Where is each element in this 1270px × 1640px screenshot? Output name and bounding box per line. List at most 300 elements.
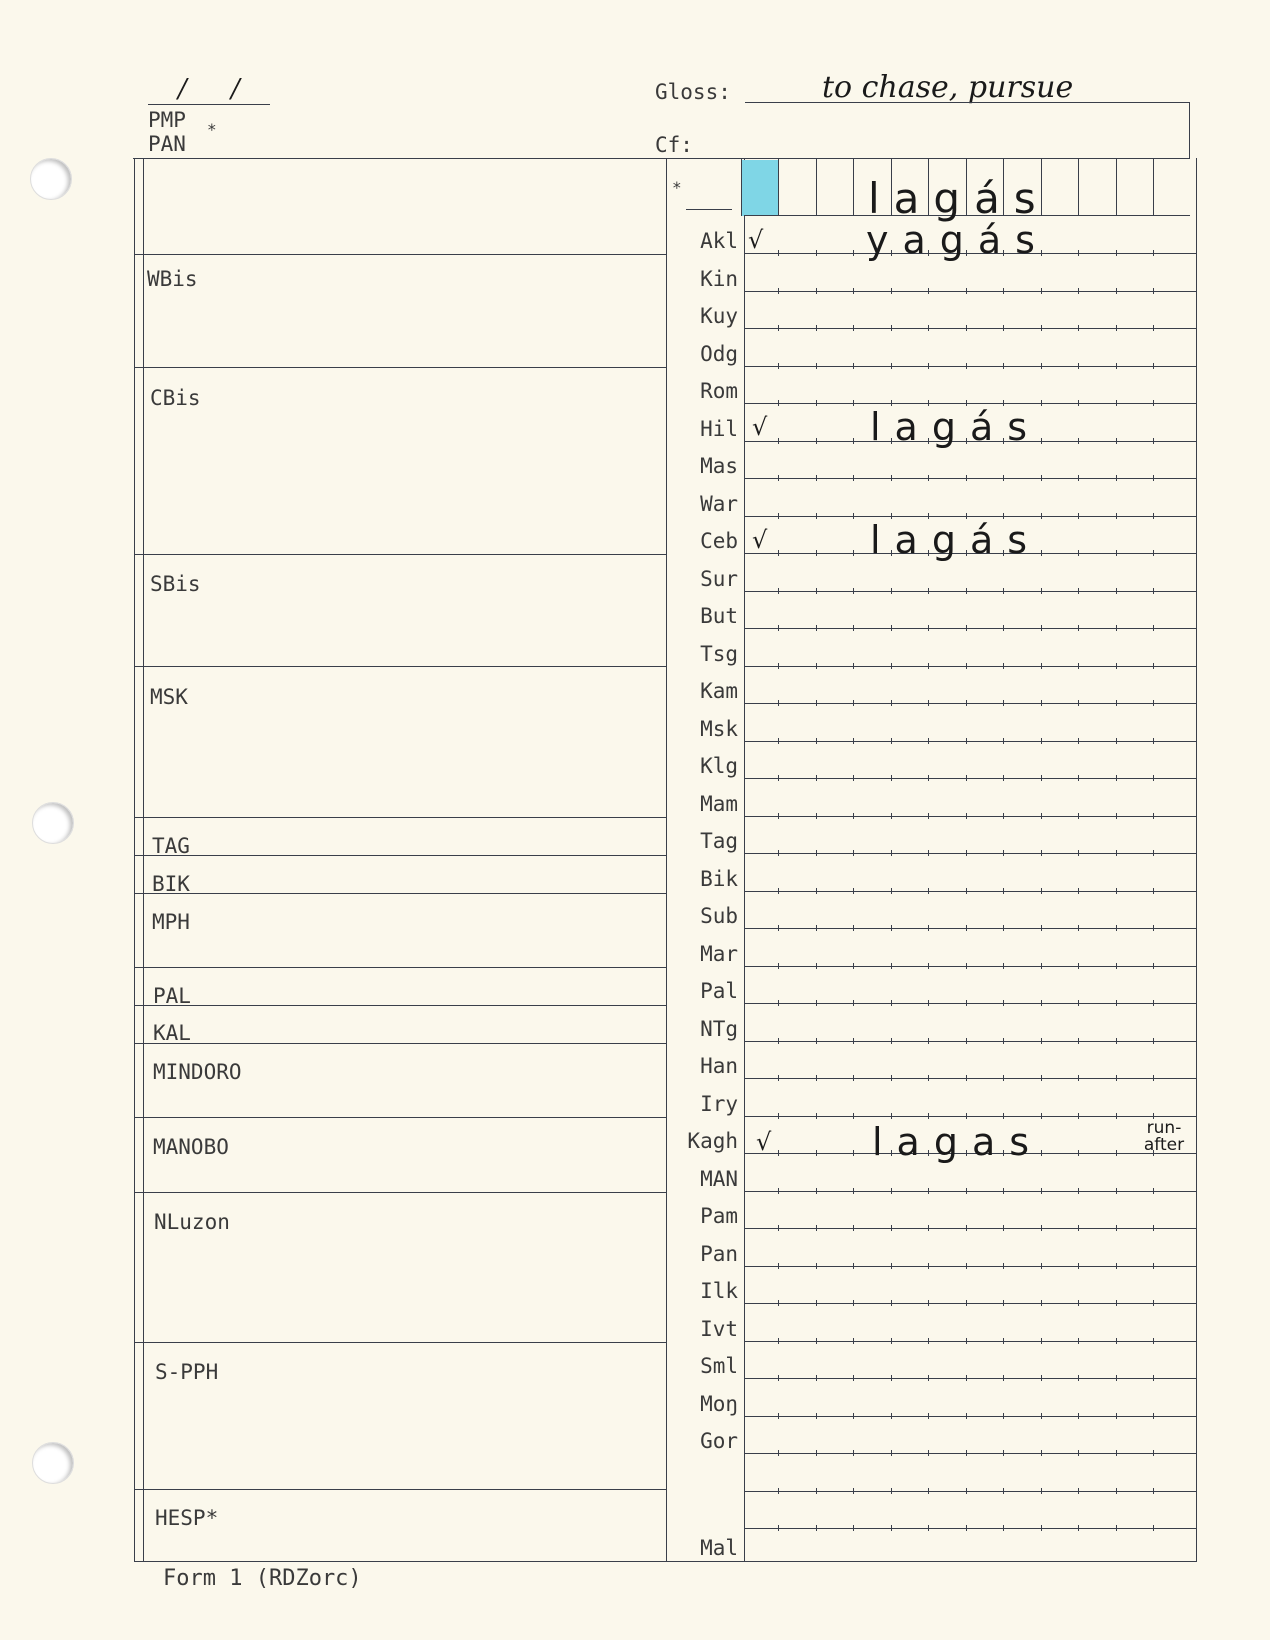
entry-tick [1041, 888, 1042, 894]
entry-tick [1153, 363, 1154, 369]
entry-tick [1153, 1375, 1154, 1381]
entry-tick [1116, 288, 1117, 294]
language-label: Ceb [700, 529, 738, 553]
divider-language-column [744, 158, 745, 1562]
entry-tick [891, 1413, 892, 1419]
entry-tick [853, 1000, 854, 1006]
entry-tick [1078, 588, 1079, 594]
hil-check: √ [752, 413, 768, 441]
entry-ruled-line [744, 1266, 1196, 1267]
entry-tick [816, 513, 817, 519]
entry-tick [1153, 588, 1154, 594]
entry-tick [778, 588, 779, 594]
entry-tick [816, 1413, 817, 1419]
entry-tick [853, 1150, 854, 1156]
entry-tick [816, 925, 817, 931]
entry-ruled-line [744, 1078, 1196, 1079]
entry-tick [928, 1000, 929, 1006]
entry-ruled-line [744, 703, 1196, 704]
entry-tick [816, 625, 817, 631]
entry-ruled-line [744, 516, 1196, 517]
entry-tick [778, 1075, 779, 1081]
region-sep [134, 554, 667, 555]
entry-tick [1116, 963, 1117, 969]
region-label-manobo: MANOBO [153, 1135, 229, 1159]
entry-tick [1003, 588, 1004, 594]
divider-left-column [666, 158, 667, 1562]
entry-tick [1153, 1450, 1154, 1456]
entry-tick [1041, 963, 1042, 969]
entry-ruled-line [744, 666, 1196, 667]
entry-tick [1078, 1488, 1079, 1494]
language-label: Pal [700, 979, 738, 1003]
entry-tick [1116, 700, 1117, 706]
entry-tick [928, 1375, 929, 1381]
region-sep [134, 1043, 667, 1044]
entry-tick [1116, 1300, 1117, 1306]
entry-tick [1116, 1525, 1117, 1531]
entry-tick [1153, 513, 1154, 519]
entry-tick [853, 925, 854, 931]
entry-tick [1153, 550, 1154, 556]
region-label-kal: KAL [153, 1021, 191, 1045]
entry-tick [778, 738, 779, 744]
entry-tick [778, 1488, 779, 1494]
entry-tick [891, 775, 892, 781]
entry-tick [816, 1450, 817, 1456]
entry-tick [966, 1525, 967, 1531]
entry-tick [853, 700, 854, 706]
entry-tick [853, 1263, 854, 1269]
entry-tick [1078, 325, 1079, 331]
entry-tick [1003, 1188, 1004, 1194]
entry-tick [778, 1150, 779, 1156]
entry-tick [1116, 1263, 1117, 1269]
entry-tick [1078, 1338, 1079, 1344]
entry-tick [928, 1188, 929, 1194]
region-sep [134, 1489, 667, 1490]
entry-tick [853, 1075, 854, 1081]
entry-tick [928, 663, 929, 669]
region-sep [134, 367, 667, 368]
entry-tick [1078, 1375, 1079, 1381]
entry-tick [778, 1450, 779, 1456]
entry-tick [778, 813, 779, 819]
entry-tick [816, 550, 817, 556]
entry-tick [966, 1000, 967, 1006]
region-label-s-pph: S-PPH [155, 1360, 219, 1384]
akl-form: yagás [866, 218, 1049, 262]
entry-tick [1116, 738, 1117, 744]
entry-tick [853, 738, 854, 744]
entry-tick [816, 1338, 817, 1344]
entry-tick [1003, 1375, 1004, 1381]
entry-tick [966, 1188, 967, 1194]
entry-tick [778, 700, 779, 706]
entry-tick [778, 963, 779, 969]
entry-tick [1003, 1300, 1004, 1306]
reconstruction-cell-divider [778, 158, 779, 216]
entry-tick [928, 813, 929, 819]
entry-tick [816, 1000, 817, 1006]
entry-tick [816, 1113, 817, 1119]
entry-tick [853, 1300, 854, 1306]
language-label: But [700, 604, 738, 628]
language-label: Akl [700, 229, 738, 253]
entry-tick [1041, 625, 1042, 631]
entry-tick [1041, 438, 1042, 444]
language-label: Rom [700, 379, 738, 403]
entry-tick [1116, 1113, 1117, 1119]
entry-tick [891, 813, 892, 819]
frame-left-outer [134, 158, 135, 1562]
entry-tick [928, 1263, 929, 1269]
entry-tick [1078, 813, 1079, 819]
region-label-hesp: HESP* [155, 1506, 219, 1530]
language-label: Tsg [700, 641, 738, 666]
gloss-underline [745, 102, 1190, 103]
entry-tick [1116, 1150, 1117, 1156]
entry-tick [816, 963, 817, 969]
language-label: Gor [700, 1429, 738, 1453]
entry-tick [1153, 1338, 1154, 1344]
entry-tick [1153, 888, 1154, 894]
entry-tick [853, 1338, 854, 1344]
entry-tick [1003, 1450, 1004, 1456]
language-label: MAN [700, 1166, 738, 1191]
entry-tick [891, 1450, 892, 1456]
language-label: Iry [700, 1091, 738, 1116]
entry-tick [1078, 250, 1079, 256]
language-label: Sml [700, 1354, 738, 1378]
entry-tick [778, 1113, 779, 1119]
language-label: Tag [700, 829, 738, 853]
entry-tick [1078, 400, 1079, 406]
entry-tick [853, 1413, 854, 1419]
region-sep [134, 893, 667, 894]
entry-ruled-line [744, 853, 1196, 854]
entry-ruled-line [744, 1416, 1196, 1417]
language-label: Hil [700, 416, 738, 441]
entry-tick [1078, 963, 1079, 969]
entry-ruled-line [744, 1116, 1196, 1117]
entry-tick [891, 1300, 892, 1306]
entry-tick [891, 1263, 892, 1269]
entry-tick [891, 1113, 892, 1119]
entry-tick [1078, 738, 1079, 744]
entry-tick [1041, 925, 1042, 931]
entry-tick [1116, 1075, 1117, 1081]
entry-tick [1153, 850, 1154, 856]
entry-tick [1078, 700, 1079, 706]
entry-tick [778, 625, 779, 631]
entry-ruled-line [744, 1528, 1196, 1529]
gloss-value: to chase, pursue [822, 70, 1074, 105]
entry-tick [816, 1525, 817, 1531]
entry-ruled-line [744, 1003, 1196, 1004]
entry-ruled-line [744, 478, 1196, 479]
entry-tick [1003, 1113, 1004, 1119]
entry-tick [1078, 363, 1079, 369]
entry-tick [1003, 1525, 1004, 1531]
language-label: Kam [700, 679, 738, 703]
entry-tick [1003, 888, 1004, 894]
entry-tick [1003, 475, 1004, 481]
entry-tick [853, 400, 854, 406]
entry-tick [891, 588, 892, 594]
region-label-cbis: CBis [150, 386, 201, 410]
region-sep [134, 1342, 667, 1343]
entry-tick [1153, 1038, 1154, 1044]
entry-tick [853, 288, 854, 294]
entry-tick [1078, 1038, 1079, 1044]
entry-tick [853, 1225, 854, 1231]
entry-tick [1041, 513, 1042, 519]
entry-tick [1041, 1525, 1042, 1531]
entry-tick [966, 363, 967, 369]
entry-tick [928, 288, 929, 294]
reconstruction-form: lagás [868, 174, 1050, 223]
entry-tick [853, 888, 854, 894]
language-label: Han [700, 1054, 738, 1078]
entry-tick [816, 888, 817, 894]
entry-tick [1078, 1000, 1079, 1006]
region-sep [134, 855, 667, 856]
entry-tick [891, 850, 892, 856]
region-sep [134, 817, 667, 818]
entry-tick [816, 1075, 817, 1081]
entry-tick [853, 438, 854, 444]
entry-tick [1003, 813, 1004, 819]
entry-tick [1153, 475, 1154, 481]
entry-tick [853, 1525, 854, 1531]
entry-tick [966, 963, 967, 969]
region-sep [134, 1117, 667, 1118]
entry-tick [1153, 625, 1154, 631]
entry-tick [966, 1075, 967, 1081]
entry-tick [778, 363, 779, 369]
region-label-sbis: SBis [150, 572, 201, 596]
entry-tick [778, 1525, 779, 1531]
entry-tick [966, 738, 967, 744]
entry-tick [778, 325, 779, 331]
entry-tick [1153, 438, 1154, 444]
entry-tick [966, 1338, 967, 1344]
entry-tick [778, 1000, 779, 1006]
entry-tick [966, 850, 967, 856]
pan-label: PAN [148, 132, 186, 156]
language-label: Kagh [687, 1129, 738, 1153]
language-label: Ilk [700, 1279, 738, 1303]
entry-tick [966, 1488, 967, 1494]
entry-tick [853, 588, 854, 594]
entry-tick [966, 775, 967, 781]
entry-tick [928, 1113, 929, 1119]
entry-tick [1116, 363, 1117, 369]
entry-tick [1153, 925, 1154, 931]
entry-tick [816, 400, 817, 406]
entry-tick [1116, 663, 1117, 669]
entry-tick [1116, 1488, 1117, 1494]
reconstruction-blank [686, 209, 732, 210]
entry-ruled-line [744, 1378, 1196, 1379]
entry-tick [891, 963, 892, 969]
entry-tick [1078, 438, 1079, 444]
entry-tick [1041, 1188, 1042, 1194]
language-label: Pan [700, 1241, 738, 1266]
entry-tick [966, 1225, 967, 1231]
entry-ruled-line [744, 1491, 1196, 1492]
entry-tick [853, 1450, 854, 1456]
entry-ruled-line [744, 1191, 1196, 1192]
entry-tick [1041, 325, 1042, 331]
entry-tick [928, 738, 929, 744]
entry-tick [1041, 738, 1042, 744]
entry-tick [778, 1188, 779, 1194]
entry-tick [928, 888, 929, 894]
entry-tick [928, 1300, 929, 1306]
entry-ruled-line [744, 628, 1196, 629]
kagh-form: lagas [872, 1120, 1044, 1164]
entry-tick [816, 1188, 817, 1194]
entry-tick [1078, 775, 1079, 781]
entry-tick [853, 1488, 854, 1494]
entry-tick [928, 1075, 929, 1081]
entry-tick [1116, 1450, 1117, 1456]
language-label: Bik [700, 866, 738, 891]
gloss-label: Gloss: [655, 80, 731, 104]
entry-ruled-line [744, 366, 1196, 367]
entry-tick [928, 1450, 929, 1456]
entry-tick [1116, 925, 1117, 931]
region-sep [134, 967, 667, 968]
entry-tick [816, 1375, 817, 1381]
entry-tick [1078, 1075, 1079, 1081]
entry-tick [1116, 625, 1117, 631]
language-label: Msk [700, 716, 738, 741]
entry-tick [1003, 1075, 1004, 1081]
entry-tick [1003, 1413, 1004, 1419]
entry-tick [1153, 250, 1154, 256]
entry-tick [1041, 850, 1042, 856]
entry-tick [1078, 1150, 1079, 1156]
entry-tick [891, 663, 892, 669]
entry-tick [891, 888, 892, 894]
entry-tick [853, 550, 854, 556]
entry-tick [1003, 625, 1004, 631]
entry-tick [966, 1038, 967, 1044]
entry-tick [853, 663, 854, 669]
entry-tick [966, 813, 967, 819]
entry-tick [853, 1375, 854, 1381]
entry-tick [1116, 1038, 1117, 1044]
entry-tick [891, 1488, 892, 1494]
language-label: Mal [700, 1536, 738, 1560]
entry-tick [853, 475, 854, 481]
entry-tick [1116, 888, 1117, 894]
entry-tick [1041, 288, 1042, 294]
entry-ruled-line [744, 778, 1196, 779]
region-sep [134, 254, 667, 255]
region-label-nluzon: NLuzon [154, 1210, 230, 1234]
language-label: Mas [700, 454, 738, 478]
entry-tick [891, 925, 892, 931]
entry-tick [778, 250, 779, 256]
entry-tick [853, 1188, 854, 1194]
entry-tick [1116, 1338, 1117, 1344]
language-label: Odg [700, 341, 738, 366]
entry-tick [1078, 663, 1079, 669]
entry-tick [1078, 925, 1079, 931]
entry-tick [778, 663, 779, 669]
entry-tick [1116, 588, 1117, 594]
entry-tick [891, 1000, 892, 1006]
entry-tick [928, 1338, 929, 1344]
entry-tick [891, 1525, 892, 1531]
entry-tick [816, 850, 817, 856]
entry-tick [928, 700, 929, 706]
entry-tick [966, 1413, 967, 1419]
entry-tick [816, 475, 817, 481]
language-label: War [700, 491, 738, 516]
entry-tick [778, 1263, 779, 1269]
entry-tick [1078, 625, 1079, 631]
entry-tick [1003, 700, 1004, 706]
entry-tick [1153, 1525, 1154, 1531]
entry-tick [1116, 550, 1117, 556]
entry-tick [778, 1375, 779, 1381]
entry-tick [1041, 400, 1042, 406]
region-sep [134, 1192, 667, 1193]
entry-tick [891, 1075, 892, 1081]
entry-tick [1116, 325, 1117, 331]
language-label: Kuy [700, 304, 738, 328]
entry-tick [928, 963, 929, 969]
entry-tick [1041, 1338, 1042, 1344]
entry-ruled-line [744, 1303, 1196, 1304]
language-label: Sub [700, 904, 738, 928]
region-label-mindoro: MINDORO [153, 1060, 242, 1084]
entry-ruled-line [744, 1041, 1196, 1042]
entry-tick [891, 475, 892, 481]
entry-tick [1078, 288, 1079, 294]
entry-tick [1041, 775, 1042, 781]
entry-tick [928, 625, 929, 631]
entry-tick [928, 325, 929, 331]
entry-ruled-line [744, 816, 1196, 817]
entry-tick [816, 738, 817, 744]
entry-tick [928, 1225, 929, 1231]
entry-tick [778, 400, 779, 406]
entry-tick [891, 625, 892, 631]
entry-tick [966, 1300, 967, 1306]
entry-tick [853, 325, 854, 331]
entry-tick [1153, 400, 1154, 406]
entry-tick [1116, 813, 1117, 819]
entry-tick [891, 288, 892, 294]
entry-tick [1003, 663, 1004, 669]
entry-ruled-line [744, 741, 1196, 742]
entry-tick [1078, 1188, 1079, 1194]
entry-tick [1116, 1375, 1117, 1381]
entry-tick [966, 475, 967, 481]
entry-tick [1078, 1263, 1079, 1269]
entry-ruled-line [744, 1453, 1196, 1454]
entry-tick [853, 363, 854, 369]
entry-ruled-line [744, 328, 1196, 329]
entry-tick [966, 1113, 967, 1119]
entry-tick [816, 325, 817, 331]
